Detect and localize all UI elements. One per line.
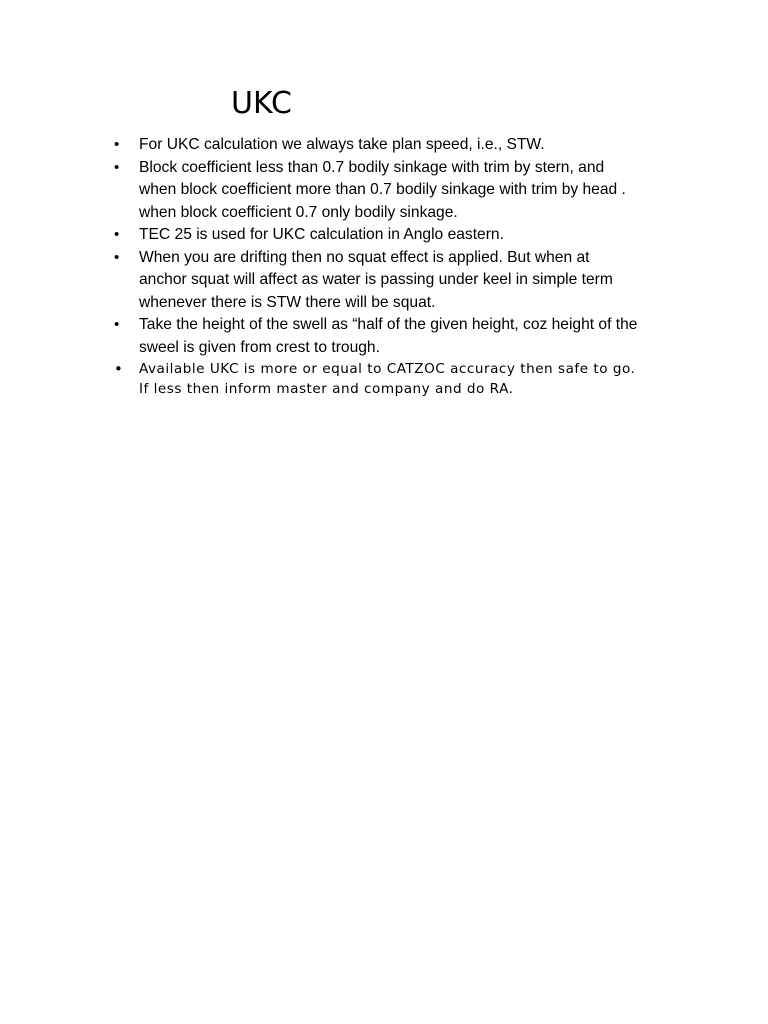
list-item-text: Take the height of the swell as “half of the given height, coz height of the sweel is given from crest to trough. [139, 316, 638, 356]
bullet-icon: • [114, 316, 120, 333]
list-item-text: Available UKC is more or equal to CATZOC accuracy then safe to go. If less then inform master and company and do RA. [139, 361, 636, 397]
list-item-text: Block coefficient less than 0.7 bodily sinkage with trim by stern, and when block coefficient more than 0.7 bodily sinkage with trim by head . when block coefficient 0.7 only bodily sinkage. [139, 158, 626, 221]
list-item-text: When you are drifting then no squat effect is applied. But when at anchor squat will affect as water is passing under keel in simple term whenever there is STW there will be squat. [139, 248, 613, 311]
list-item-text: TEC 25 is used for UKC calculation in Anglo eastern. [139, 226, 504, 243]
bullet-icon: • [114, 248, 120, 266]
list-item [0, 314, 685, 359]
list-item [0, 247, 685, 315]
list-item [0, 157, 685, 225]
list-item [0, 359, 685, 399]
bullet-list [0, 134, 768, 399]
bullet-icon: • [114, 360, 124, 378]
list-item [0, 134, 685, 157]
list-item [0, 224, 685, 247]
list-item-text: For UKC calculation we always take plan speed, i.e., STW. [139, 136, 545, 153]
bullet-icon: • [114, 226, 120, 243]
bullet-icon: • [114, 158, 120, 176]
bullet-icon: • [114, 136, 120, 153]
page-title: UKC [231, 86, 292, 121]
